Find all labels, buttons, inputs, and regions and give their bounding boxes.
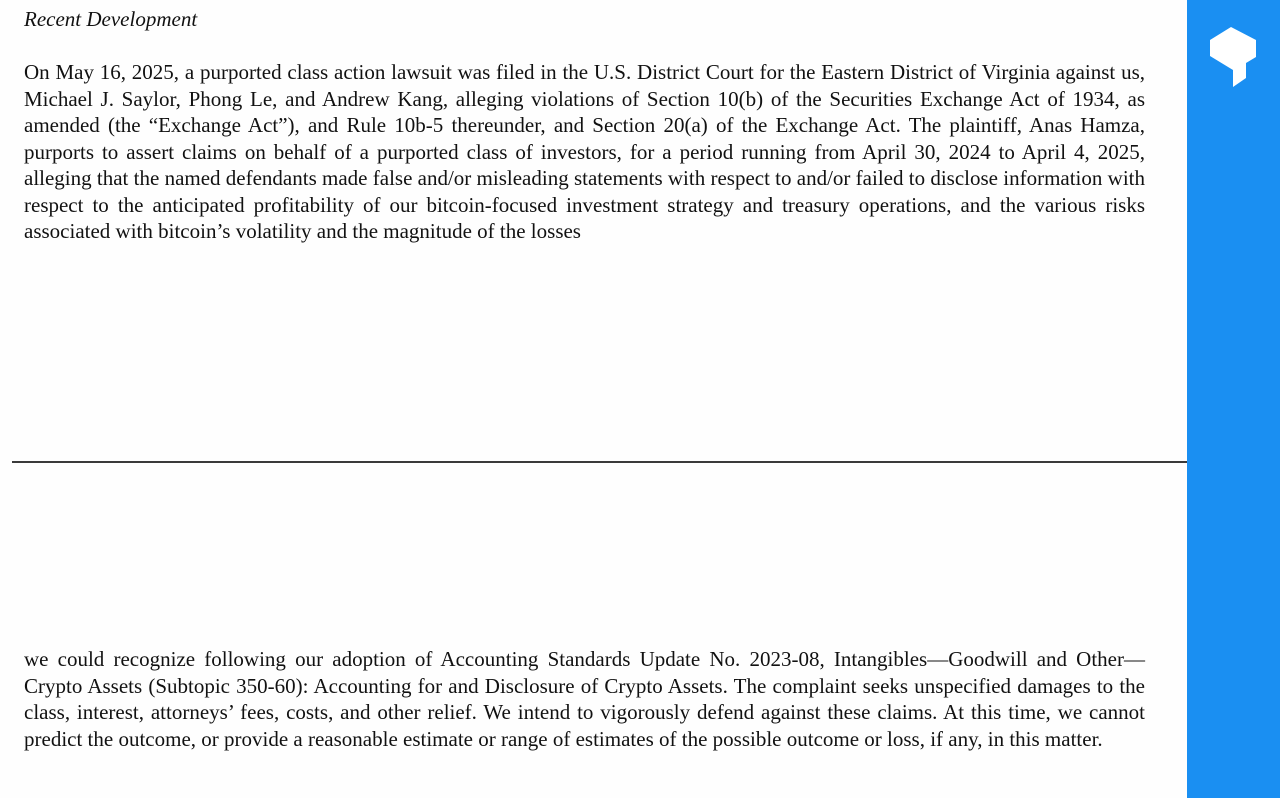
page-break-divider	[12, 461, 1187, 463]
brand-logo-icon[interactable]	[1207, 20, 1259, 90]
section-heading: Recent Development	[24, 7, 198, 31]
paragraph-continuation: we could recognize following our adoption of Accounting Standards Update No. 2023-08, Intangibles—Goodwill and Other—Crypto Assets (Subtopic 350-60): Accounting for and Disclosure of Crypto Assets. The complaint seeks unspecified damages to the class, interest, attorneys’ fees, costs, and other relief. We intend to vigorously defend against these claims. At this time, we cannot predict the outcome, or provide a reasonable estimate or range of estimates of the possible outcome or loss, if any, in this matter.	[24, 647, 1145, 751]
paragraph-lawsuit: On May 16, 2025, a purported class action lawsuit was filed in the U.S. District Court for the Eastern District of Virginia against us, Michael J. Saylor, Phong Le, and Andrew Kang, alleging violations of Section 10(b) of the Securities Exchange Act of 1934, as amended (the “Exchange Act”), and Rule 10b-5 thereunder, and Section 20(a) of the Exchange Act. The plaintiff, Anas Hamza, purports to assert claims on behalf of a purported class of investors, for a period running from April 30, 2024 to April 4, 2025, alleging that the named defendants made false and/or misleading statements with respect to and/or failed to disclose information with respect to the anticipated profitability of our bitcoin-focused investment strategy and treasury operations, and the various risks associated with bitcoin’s volatility and the magnitude of the losses	[24, 60, 1145, 243]
side-panel	[1187, 0, 1280, 798]
